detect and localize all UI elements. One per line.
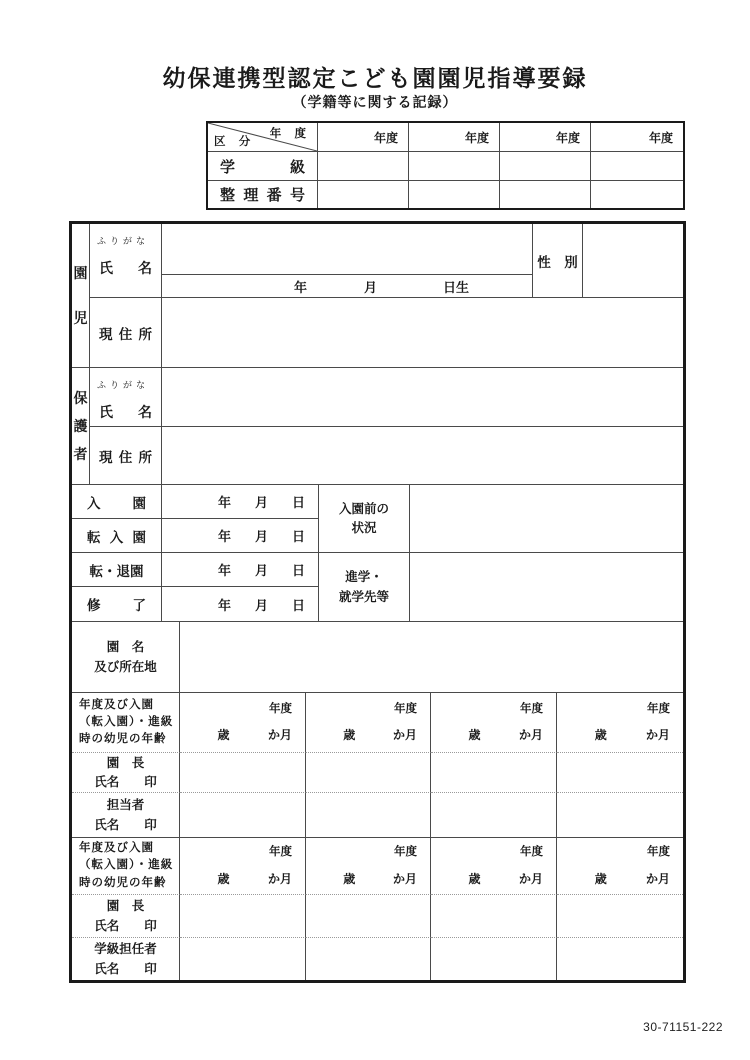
corner-category-label: 区 分 xyxy=(214,136,256,148)
age-row-label-line: （転入園）・進級 xyxy=(79,859,174,872)
furigana-label: ふりがな xyxy=(97,236,150,246)
child-birthdate-field xyxy=(162,275,533,298)
age-unit: 歳 xyxy=(343,728,356,742)
year-unit: 年度 xyxy=(520,703,543,715)
garden-name-field xyxy=(180,622,683,693)
class-row-label xyxy=(208,152,318,181)
sex-field xyxy=(583,224,683,298)
admission-label-char: 入 xyxy=(109,529,124,545)
serial-label-char: 番 xyxy=(266,187,282,204)
completion-label xyxy=(72,587,162,622)
address-label-char: 所 xyxy=(138,326,152,342)
class-label-char: 級 xyxy=(289,158,305,176)
completion-date-field xyxy=(162,587,319,622)
admission-label-char: 入 xyxy=(87,495,101,511)
class-teacher-label-line: 学級担任者 xyxy=(94,942,157,957)
destination-label-line: 就学先等 xyxy=(338,589,389,604)
date-month-unit: 月 xyxy=(254,495,268,510)
serial-number-cell xyxy=(591,181,683,208)
admission-label-char: 修 xyxy=(87,598,101,613)
months-unit: か月 xyxy=(392,728,417,742)
age-cell xyxy=(431,838,557,895)
date-day-unit: 日 xyxy=(291,529,305,544)
year-unit: 年度 xyxy=(269,846,292,858)
child-section-label xyxy=(72,224,90,368)
garden-name-label xyxy=(72,622,180,693)
class-label-char: 学 xyxy=(220,158,236,176)
months-unit: か月 xyxy=(267,728,292,742)
age-cell xyxy=(557,693,683,753)
class-year-cell xyxy=(318,152,409,181)
admission-label-char: 了 xyxy=(132,598,146,613)
year-header-cell xyxy=(591,123,683,152)
address-label-char: 住 xyxy=(118,449,133,465)
age-unit: 歳 xyxy=(468,872,481,886)
serial-number-cell xyxy=(409,181,500,208)
principal-seal-line: 氏名 印 xyxy=(94,918,157,933)
serial-label-char: 号 xyxy=(289,187,305,204)
admission-label-char: 園 xyxy=(132,495,146,511)
guardian-name-field xyxy=(162,368,683,427)
birth-day-unit: 日生 xyxy=(443,279,470,295)
staff-seal-cell xyxy=(180,793,306,838)
pre-admission-label-line: 状況 xyxy=(351,521,377,535)
date-year-unit: 年 xyxy=(217,529,231,544)
child-name-field xyxy=(162,224,533,275)
name-label-char: 名 xyxy=(138,260,152,276)
class-teacher-label xyxy=(72,938,180,980)
year-header-label: 年度 xyxy=(464,130,489,145)
admission-date-field xyxy=(162,485,319,519)
year-unit: 年度 xyxy=(520,846,543,858)
year-header-label: 年度 xyxy=(648,130,673,145)
serial-label-char: 整 xyxy=(220,187,236,204)
name-label-char: 名 xyxy=(138,404,152,420)
child-address-field xyxy=(162,298,683,368)
admission-label xyxy=(72,485,162,519)
date-month-unit: 月 xyxy=(254,529,268,544)
year-unit: 年度 xyxy=(647,846,670,858)
principal-seal-cell xyxy=(306,895,431,938)
year-grade-table xyxy=(206,121,685,210)
principal-label xyxy=(72,753,180,793)
staff-seal-cell xyxy=(557,793,683,838)
principal-label xyxy=(72,895,180,938)
corner-year-label: 年 度 xyxy=(269,128,311,140)
age-cell xyxy=(180,838,306,895)
year-header-cell xyxy=(409,123,500,152)
staff-label-line: 担当者 xyxy=(106,798,145,813)
transfer-out-label xyxy=(72,553,162,587)
class-teacher-seal-cell xyxy=(180,938,306,980)
child-vertical-label: 園児 xyxy=(73,264,88,326)
garden-name-label-line: 園 名 xyxy=(106,640,145,655)
date-month-unit: 月 xyxy=(254,563,268,578)
age-row-label-line: （転入園）・進級 xyxy=(79,715,174,728)
age-row-label xyxy=(72,838,180,895)
address-label-char: 所 xyxy=(138,449,152,465)
date-day-unit: 日 xyxy=(291,563,305,578)
principal-seal-line: 氏名 印 xyxy=(94,775,157,789)
age-unit: 歳 xyxy=(594,872,607,886)
staff-in-charge-label xyxy=(72,793,180,838)
serial-row-label xyxy=(208,181,318,208)
year-header-label: 年度 xyxy=(555,130,580,145)
age-row-label-line: 時の幼児の年齢 xyxy=(79,876,167,889)
months-unit: か月 xyxy=(392,872,417,886)
class-year-cell xyxy=(591,152,683,181)
staff-seal-cell xyxy=(306,793,431,838)
months-unit: か月 xyxy=(645,872,670,886)
birth-year-unit: 年 xyxy=(294,279,308,295)
months-unit: か月 xyxy=(645,728,670,742)
age-row-label-line: 時の幼児の年齢 xyxy=(79,733,167,746)
address-label-char: 住 xyxy=(118,326,133,342)
date-year-unit: 年 xyxy=(217,495,231,510)
date-month-unit: 月 xyxy=(254,597,268,613)
admission-label-char: 転 xyxy=(87,529,101,545)
months-unit: か月 xyxy=(267,872,292,886)
age-row-label xyxy=(72,693,180,753)
principal-seal-cell xyxy=(557,753,683,793)
date-year-unit: 年 xyxy=(217,563,231,578)
age-cell xyxy=(306,693,431,753)
principal-seal-cell xyxy=(557,895,683,938)
year-header-cell xyxy=(318,123,409,152)
admission-label-text: 転・退園 xyxy=(89,563,144,579)
class-teacher-seal-cell xyxy=(431,938,557,980)
principal-seal-cell xyxy=(431,895,557,938)
destination-label-line: 進学・ xyxy=(345,570,383,585)
class-teacher-seal-cell xyxy=(557,938,683,980)
age-cell xyxy=(180,693,306,753)
age-unit: 歳 xyxy=(343,872,356,886)
class-teacher-seal-cell xyxy=(306,938,431,980)
name-label-char: 氏 xyxy=(99,404,113,420)
date-day-unit: 日 xyxy=(291,495,305,510)
class-teacher-seal-line: 氏名 印 xyxy=(94,961,157,976)
class-year-cell xyxy=(409,152,500,181)
class-year-cell xyxy=(500,152,591,181)
age-cell xyxy=(306,838,431,895)
guardian-address-label xyxy=(90,427,162,485)
year-header-label: 年度 xyxy=(373,130,398,145)
principal-seal-cell xyxy=(306,753,431,793)
serial-label-char: 理 xyxy=(243,187,259,204)
age-row-label-line: 年度及び入園 xyxy=(79,842,154,855)
sex-label-text: 性 別 xyxy=(537,254,578,270)
corner-cell xyxy=(208,123,318,152)
guardian-address-field xyxy=(162,427,683,485)
year-unit: 年度 xyxy=(394,846,417,858)
months-unit: か月 xyxy=(518,872,543,886)
principal-label-line: 園 長 xyxy=(106,755,145,770)
form-code: 30-71151-222 xyxy=(643,1020,723,1034)
guardian-vertical-label: 保護者 xyxy=(73,390,88,462)
principal-seal-cell xyxy=(180,753,306,793)
pre-admission-field xyxy=(410,485,683,553)
serial-number-cell xyxy=(500,181,591,208)
child-name-label xyxy=(90,224,162,298)
address-label-char: 現 xyxy=(99,326,113,342)
name-label-char: 氏 xyxy=(99,260,113,276)
age-unit: 歳 xyxy=(217,728,230,742)
transfer-in-date-field xyxy=(162,519,319,553)
staff-seal-cell xyxy=(431,793,557,838)
main-record-table xyxy=(69,221,686,983)
transfer-in-label xyxy=(72,519,162,553)
age-cell xyxy=(431,693,557,753)
year-header-cell xyxy=(500,123,591,152)
destination-label xyxy=(319,553,410,622)
sex-label xyxy=(533,224,583,298)
furigana-label: ふりがな xyxy=(97,380,150,390)
age-cell xyxy=(557,838,683,895)
principal-seal-cell xyxy=(431,753,557,793)
pre-admission-label xyxy=(319,485,410,553)
guardian-section-label xyxy=(72,368,90,485)
months-unit: か月 xyxy=(518,728,543,742)
transfer-out-date-field xyxy=(162,553,319,587)
birth-month-unit: 月 xyxy=(364,279,378,295)
principal-label-line: 園 長 xyxy=(106,899,145,914)
guardian-name-label xyxy=(90,368,162,427)
staff-seal-line: 氏名 印 xyxy=(94,817,157,832)
age-unit: 歳 xyxy=(468,728,481,742)
age-unit: 歳 xyxy=(217,872,230,886)
date-day-unit: 日 xyxy=(291,597,305,613)
admission-label-char: 園 xyxy=(132,529,146,545)
pre-admission-label-line: 入園前の xyxy=(338,501,389,516)
year-unit: 年度 xyxy=(394,703,417,715)
year-unit: 年度 xyxy=(647,703,670,715)
date-year-unit: 年 xyxy=(217,597,231,613)
child-address-label xyxy=(90,298,162,368)
principal-seal-cell xyxy=(180,895,306,938)
age-unit: 歳 xyxy=(594,728,607,742)
age-row-label-line: 年度及び入園 xyxy=(79,698,154,711)
form-subtitle: （学籍等に関する記録） xyxy=(292,94,458,110)
year-unit: 年度 xyxy=(269,703,292,715)
destination-field xyxy=(410,553,683,622)
serial-number-cell xyxy=(318,181,409,208)
form-title: 幼保連携型認定こども園園児指導要録 xyxy=(162,65,588,91)
address-label-char: 現 xyxy=(99,449,113,465)
garden-name-label-line: 及び所在地 xyxy=(94,659,157,674)
